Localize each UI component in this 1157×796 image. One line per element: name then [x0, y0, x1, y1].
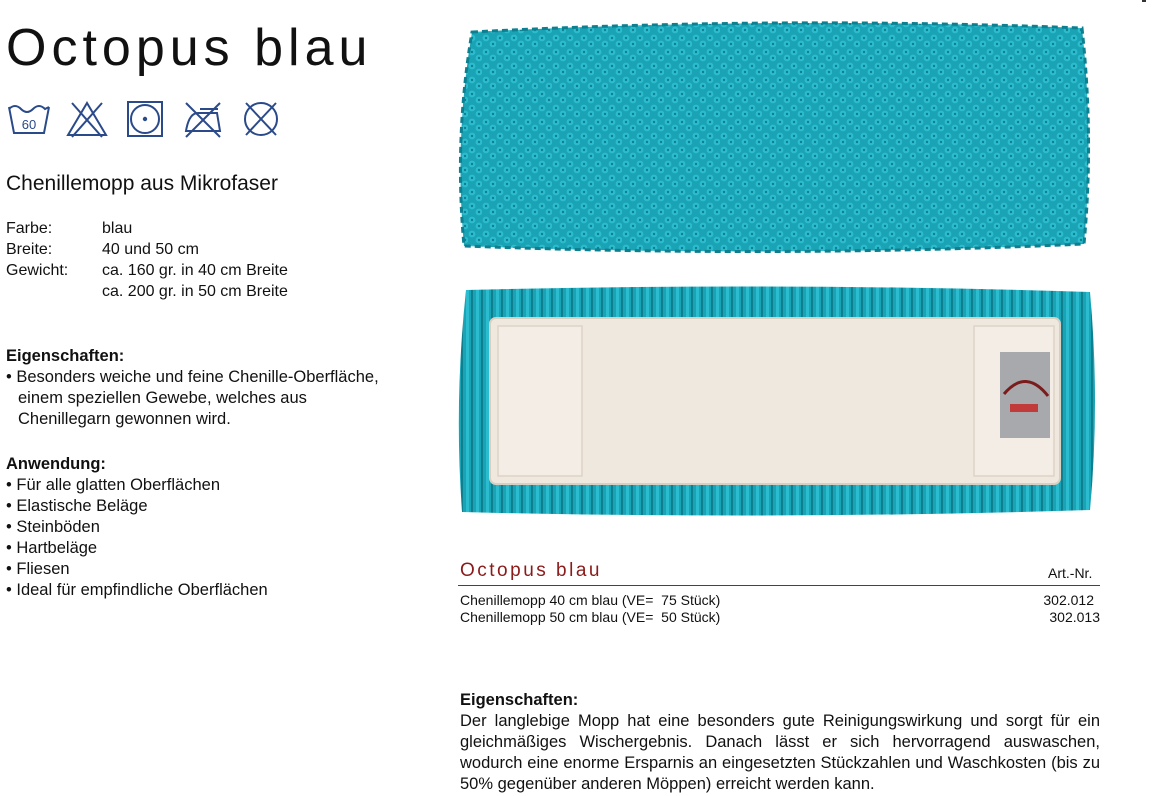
order-table-title: Octopus blau [460, 560, 602, 581]
table-cell-description: Chenillemopp 50 cm blau (VE= 50 Stück) [460, 609, 721, 625]
table-cell-article-number: 302.012 [1043, 592, 1094, 608]
spec-list [6, 218, 362, 302]
table-row [460, 592, 1100, 609]
table-row [460, 609, 1100, 626]
spec-row-width [6, 239, 362, 260]
usage-list [6, 475, 396, 601]
mop-bottom-photo [454, 284, 1100, 520]
do-not-bleach-icon [64, 99, 110, 139]
order-table [460, 592, 1100, 626]
properties-section [6, 346, 396, 430]
list-item: • Besonders weiche und feine Chenille-Oberfläche, einem speziellen Gewebe, welches aus Chenillegarn gewonnen wird. [6, 367, 396, 430]
spec-label: Breite: [6, 241, 53, 258]
tumble-dry-low-icon [122, 99, 168, 139]
wash-temperature: 60 [21, 117, 37, 132]
list-item: • Steinböden [6, 517, 396, 538]
usage-section [6, 454, 396, 601]
list-item: • Fliesen [6, 559, 396, 580]
mop-top-photo [454, 20, 1094, 256]
spec-value: blau [102, 220, 133, 237]
properties-list [6, 367, 396, 430]
spec-label [6, 281, 102, 302]
spec-label: Farbe: [6, 220, 53, 237]
properties-detail-text: Der langlebige Mopp hat eine besonders gute Reinigungswirkung und sorgt für ein gleichmäßiges Wischergebnis. Danach lässt er sich hervorragend auswaschen, wodurch eine enorme Ersparnis an eingesetzten Stückzahlen und Waschkosten (bis zu 50% gegenüber anderen Möppen) erreicht werden kann. [460, 712, 1100, 793]
spec-row-weight [6, 260, 362, 281]
product-subtitle: Chenillemopp aus Mikrofaser [6, 172, 278, 195]
do-not-iron-icon [180, 99, 226, 139]
crop-mark [1142, 0, 1146, 2]
spec-value: ca. 160 gr. in 40 cm Breite [102, 262, 288, 279]
spec-label: Gewicht: [6, 262, 69, 279]
article-number-header: Art.-Nr. [1048, 565, 1093, 581]
do-not-dryclean-icon [238, 99, 284, 139]
spec-row-color [6, 218, 362, 239]
properties-heading: Eigenschaften: [6, 347, 125, 365]
table-cell-description: Chenillemopp 40 cm blau (VE= 75 Stück) [460, 592, 721, 608]
list-item: • Für alle glatten Oberflächen [6, 475, 396, 496]
usage-heading: Anwendung: [6, 455, 106, 473]
properties-detail-section [460, 690, 1100, 795]
list-item: • Ideal für empfindliche Oberflächen [6, 580, 396, 601]
properties-detail-heading: Eigenschaften: [460, 691, 579, 709]
page-title: Octopus blau [6, 19, 373, 77]
spec-value: ca. 200 gr. in 50 cm Breite [102, 283, 288, 300]
care-symbols [6, 99, 284, 139]
spec-value: 40 und 50 cm [102, 241, 199, 258]
table-cell-article-number: 302.013 [1049, 609, 1100, 625]
list-item: • Hartbeläge [6, 538, 396, 559]
spec-row-weight-2 [6, 281, 362, 302]
divider [458, 585, 1100, 586]
list-item: • Elastische Beläge [6, 496, 396, 517]
wash-60-icon [6, 99, 52, 139]
